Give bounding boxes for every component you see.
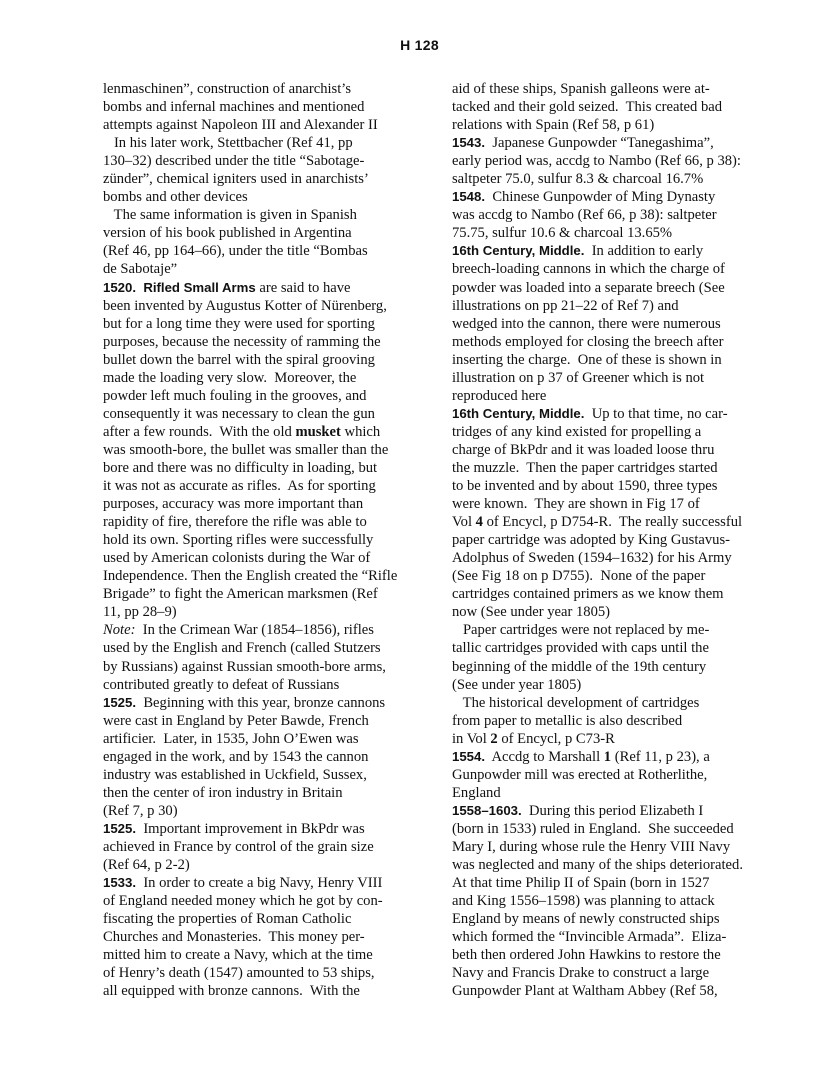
entry-heading: 16th Century, Middle. (452, 405, 585, 421)
text-line (452, 260, 772, 278)
text-span: The same information is given in Spanish (103, 207, 357, 224)
text-line (452, 297, 772, 315)
text-span: Up to that time, no car- (584, 405, 728, 422)
text-span: de Sabotaje” (103, 261, 178, 278)
text-line (103, 802, 419, 820)
text-line (103, 279, 419, 297)
text-line (103, 585, 419, 603)
text-line (452, 441, 772, 459)
text-span: bombs and other devices (103, 189, 248, 206)
text-span: England (452, 784, 501, 801)
text-span: then the center of iron industry in Britain (103, 784, 343, 801)
text-span: was neglected and many of the ships deteriorated. (452, 857, 743, 874)
text-span: bore and there was no difficulty in loading, but (103, 459, 378, 476)
text-line (452, 784, 772, 802)
text-line (103, 315, 419, 333)
text-span: of Encycl, p C73-R (497, 730, 615, 747)
text-line (103, 892, 419, 910)
text-span: artificier. Later, in 1535, John O’Ewen was (103, 730, 359, 747)
text-span: fiscating the properties of Roman Catholic (103, 911, 352, 928)
text-span: (See under year 1805) (452, 676, 582, 693)
text-line (103, 495, 419, 513)
text-line (452, 188, 772, 206)
text-line (103, 387, 419, 405)
text-line (452, 567, 772, 585)
text-span: been invented by Augustus Kotter of Nürenberg, (103, 297, 387, 314)
text-span: are said to have (255, 279, 351, 296)
text-line (452, 224, 772, 242)
text-span: Navy and Francis Drake to construct a large (452, 965, 710, 982)
text-span: powder was loaded into a separate breech (See (452, 279, 725, 296)
text-span: (Ref 7, p 30) (103, 802, 178, 819)
text-span: cartridges contained primers as we know them (452, 586, 724, 603)
text-span: (born in 1533) ruled in England. She succeeded (452, 820, 734, 837)
text-span: charge of BkPdr and it was loaded loose thru (452, 441, 715, 458)
text-span: 75.75, sulfur 10.6 & charcoal 13.65% (452, 225, 673, 242)
text-line (452, 766, 772, 784)
text-span: achieved in France by control of the grain size (103, 838, 374, 855)
entry-heading: 1520. Rifled Small Arms (103, 279, 256, 295)
text-span: purposes, because the necessity of ramming the (103, 333, 381, 350)
text-line (103, 856, 419, 874)
text-span: was smooth-bore, the bullet was smaller than the (103, 441, 389, 458)
text-line (103, 152, 419, 170)
text-line (452, 946, 772, 964)
entry-heading: 1525. (103, 820, 137, 836)
text-line (452, 98, 772, 116)
text-span: inserting the charge. One of these is shown in (452, 351, 722, 368)
text-line (103, 748, 419, 766)
text-span: which (340, 423, 381, 440)
text-span: 1 (603, 748, 612, 765)
text-line (452, 405, 772, 423)
text-span: Paper cartridges were not replaced by me- (452, 622, 710, 639)
text-span: hold its own. Sporting rifles were successfully (103, 532, 374, 549)
text-span: but for a long time they were used for sporting (103, 315, 375, 332)
text-line (452, 856, 772, 874)
text-line (103, 170, 419, 188)
entry-heading: 1548. (452, 189, 486, 205)
text-line (103, 766, 419, 784)
text-line (103, 459, 419, 477)
text-line (452, 964, 772, 982)
text-line (452, 315, 772, 333)
text-span: the muzzle. Then the paper cartridges started (452, 459, 718, 476)
text-span: tallic cartridges provided with caps until the (452, 640, 709, 657)
text-span: (Ref 64, p 2-2) (103, 857, 190, 874)
text-span: in Vol (452, 730, 491, 747)
text-line (452, 80, 772, 98)
text-line (452, 459, 772, 477)
text-line (452, 531, 772, 549)
text-line (452, 585, 772, 603)
text-line (103, 116, 419, 134)
text-line (103, 982, 419, 1000)
text-span: Beginning with this year, bronze cannons (136, 694, 386, 711)
text-span: Independence. Then the English created the “Rifle (103, 568, 398, 585)
entry-heading: 16th Century, Middle. (452, 243, 585, 259)
text-line (452, 639, 772, 657)
text-span: attempts against Napoleon III and Alexander II (103, 117, 378, 134)
text-line (452, 116, 772, 134)
text-span: all equipped with bronze cannons. With the (103, 983, 360, 1000)
text-line (103, 838, 419, 856)
text-line (452, 513, 772, 531)
text-line (452, 170, 772, 188)
text-line (452, 387, 772, 405)
text-line (452, 242, 772, 260)
text-line (103, 874, 419, 892)
text-line (452, 134, 772, 152)
text-span: it was not as accurate as rifles. As for sporting (103, 478, 376, 495)
text-span: Accdg to Marshall (485, 748, 604, 765)
text-span: Japanese Gunpowder “Tanegashima”, (485, 135, 714, 152)
text-span: aid of these ships, Spanish galleons were at- (452, 81, 710, 97)
text-span: In the Crimean War (1854–1856), rifles (135, 622, 374, 639)
text-span: Gunpowder Plant at Waltham Abbey (Ref 58, (452, 983, 718, 1000)
text-line (452, 748, 772, 766)
text-line (103, 333, 419, 351)
text-line (103, 297, 419, 315)
text-span: In his later work, Stettbacher (Ref 41, pp (103, 135, 353, 152)
text-line (452, 676, 772, 694)
text-line (452, 838, 772, 856)
text-span: Mary I, during whose rule the Henry VIII Navy (452, 838, 731, 855)
text-span: Note: (103, 622, 136, 639)
text-span: early period was, accdg to Nambo (Ref 66, p 38): (452, 153, 741, 170)
text-line (452, 874, 772, 892)
text-line (452, 351, 772, 369)
text-span: from paper to metallic is also described (452, 712, 683, 729)
text-line (452, 892, 772, 910)
text-span: Important improvement in BkPdr was (136, 820, 365, 837)
text-line (103, 369, 419, 387)
text-span: used by the English and French (called Stutzers (103, 640, 381, 657)
text-span: mitted him to create a Navy, which at the time (103, 947, 373, 964)
text-span: Vol (452, 514, 476, 531)
text-line (103, 910, 419, 928)
right-column (452, 80, 772, 1000)
text-span: Chinese Gunpowder of Ming Dynasty (485, 189, 716, 206)
text-line (452, 333, 772, 351)
text-span: England by means of newly constructed ships (452, 911, 720, 928)
text-span: In addition to early (584, 243, 704, 260)
text-span: beth then ordered John Hawkins to restore the (452, 947, 721, 964)
text-span: were cast in England by Peter Bawde, French (103, 712, 369, 729)
text-span: and King 1556–1598) was planning to attack (452, 893, 715, 910)
text-line (103, 134, 419, 152)
text-line (452, 820, 772, 838)
text-line (452, 910, 772, 928)
text-span: now (See under year 1805) (452, 604, 611, 621)
text-span: powder left much fouling in the grooves, and (103, 387, 367, 404)
text-line (452, 495, 772, 513)
text-line (103, 784, 419, 802)
text-span: industry was established in Uckfield, Sussex, (103, 766, 367, 783)
text-line (103, 441, 419, 459)
text-line (103, 676, 419, 694)
text-line (103, 658, 419, 676)
text-line (103, 260, 419, 278)
text-span: engaged in the work, and by 1543 the cannon (103, 748, 369, 765)
text-line (103, 477, 419, 495)
text-line (103, 603, 419, 621)
text-line (103, 224, 419, 242)
text-line (452, 206, 772, 224)
text-span: used by American colonists during the War of (103, 550, 371, 567)
text-span: illustrations on pp 21–22 of Ref 7) and (452, 297, 679, 314)
text-span: wedged into the cannon, there were numerous (452, 315, 721, 332)
text-line (452, 152, 772, 170)
text-line (103, 98, 419, 116)
text-span: was accdg to Nambo (Ref 66, p 38): saltpeter (452, 207, 717, 224)
text-span: 11, pp 28–9) (103, 604, 177, 621)
text-span: beginning of the middle of the 19th century (452, 658, 707, 675)
text-line (452, 549, 772, 567)
entry-heading: 1543. (452, 135, 486, 151)
text-span: Gunpowder mill was erected at Rotherlithe, (452, 766, 708, 783)
text-span: The historical development of cartridges (452, 694, 700, 711)
text-line (452, 423, 772, 441)
page-number: H 128 (400, 37, 439, 53)
text-line (103, 946, 419, 964)
text-span: consequently it was necessary to clean the gun (103, 405, 375, 422)
text-line (103, 242, 419, 260)
text-span: At that time Philip II of Spain (born in 1527 (452, 875, 710, 892)
text-line (103, 351, 419, 369)
text-span: of Encycl, p D754-R. The really successful (482, 514, 743, 531)
entry-heading: 1525. (103, 694, 137, 710)
text-span: zünder”, chemical igniters used in anarchists’ (103, 171, 369, 188)
left-column (103, 80, 419, 1000)
text-span: made the loading very slow. Moreover, the (103, 369, 357, 386)
text-span: 130–32) described under the title “Sabotage- (103, 153, 365, 170)
text-line (103, 712, 419, 730)
text-span: (Ref 46, pp 164–66), under the title “Bombas (103, 243, 368, 260)
text-line (452, 982, 772, 1000)
text-line (452, 369, 772, 387)
text-span: illustration on p 37 of Greener which is not (452, 369, 705, 386)
text-span: Churches and Monasteries. This money per- (103, 929, 365, 946)
text-line (452, 928, 772, 946)
text-span: of Henry’s death (1547) amounted to 53 ships, (103, 965, 375, 982)
text-line (103, 730, 419, 748)
text-line (452, 279, 772, 297)
text-span: of England needed money which he got by con- (103, 893, 383, 910)
text-span: 4 (475, 514, 483, 531)
text-span: paper cartridge was adopted by King Gustavus- (452, 532, 731, 549)
entry-heading: 1533. (103, 875, 137, 891)
text-span: by Russians) against Russian smooth-bore arms, (103, 658, 386, 675)
text-span: contributed greatly to defeat of Russians (103, 676, 340, 693)
text-span: bullet down the barrel with the spiral grooving (103, 351, 375, 368)
text-span: purposes, accuracy was more important than (103, 496, 364, 513)
text-span: lenmaschinen”, construction of anarchist’s (103, 81, 352, 97)
text-line (103, 206, 419, 224)
text-line (103, 405, 419, 423)
text-line (103, 639, 419, 657)
text-line (103, 820, 419, 838)
text-line (103, 80, 419, 98)
text-line (103, 531, 419, 549)
text-line (103, 423, 419, 441)
text-span: (Ref 11, p 23), a (611, 748, 710, 765)
text-span: version of his book published in Argentina (103, 225, 352, 242)
text-line (103, 964, 419, 982)
text-line (452, 658, 772, 676)
text-span: rapidity of fire, therefore the rifle was able to (103, 514, 367, 531)
entry-heading: 1554. (452, 748, 486, 764)
text-span: bombs and infernal machines and mentioned (103, 99, 365, 116)
text-span: tacked and their gold seized. This created bad (452, 99, 723, 116)
text-line (452, 694, 772, 712)
text-span: which formed the “Invincible Armada”. Eliza- (452, 929, 727, 946)
text-line (103, 188, 419, 206)
text-line (103, 549, 419, 567)
text-line (103, 513, 419, 531)
text-span: methods employed for closing the breech after (452, 333, 724, 350)
text-span: Brigade” to fight the American marksmen (Ref (103, 586, 378, 603)
text-line (103, 928, 419, 946)
text-line (452, 477, 772, 495)
text-line (103, 694, 419, 712)
text-line (103, 621, 419, 639)
text-span: 2 (490, 730, 498, 747)
text-span: reproduced here (452, 387, 547, 404)
text-line (452, 730, 772, 748)
text-span: were known. They are shown in Fig 17 of (452, 496, 700, 513)
text-span: (See Fig 18 on p D755). None of the paper (452, 568, 706, 585)
text-span: In order to create a big Navy, Henry VIII (136, 875, 383, 892)
text-line (452, 603, 772, 621)
text-span: Adolphus of Sweden (1594–1632) for his Army (452, 550, 732, 567)
text-span: tridges of any kind existed for propelling a (452, 423, 702, 440)
text-span: saltpeter 75.0, sulfur 8.3 & charcoal 16.7% (452, 171, 704, 188)
text-span: During this period Elizabeth I (521, 802, 704, 819)
text-span: after a few rounds. With the old (103, 423, 296, 440)
text-line (103, 567, 419, 585)
entry-heading: 1558–1603. (452, 802, 522, 818)
text-span: relations with Spain (Ref 58, p 61) (452, 117, 655, 134)
text-span: breech-loading cannons in which the charge of (452, 261, 725, 278)
text-line (452, 712, 772, 730)
text-span: to be invented and by about 1590, three types (452, 478, 718, 495)
text-line (452, 802, 772, 820)
text-line (452, 621, 772, 639)
text-span: musket (295, 423, 341, 440)
